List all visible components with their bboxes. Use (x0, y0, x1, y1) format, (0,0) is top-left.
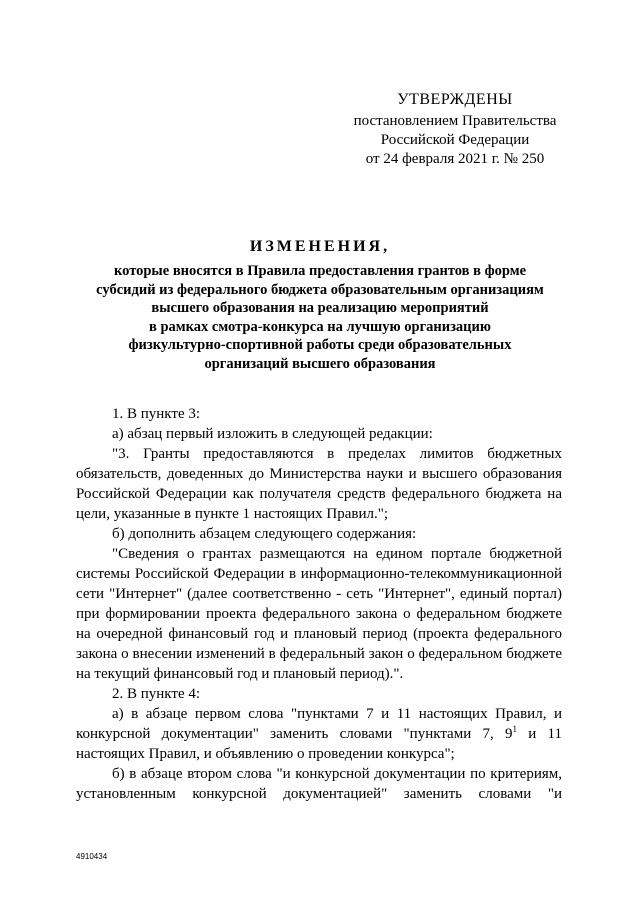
footer-code: 4910434 (76, 852, 108, 861)
subtitle-line: субсидий из федерального бюджета образовательным организациям (96, 281, 544, 298)
paragraph-item-2a (76, 704, 562, 764)
document-title: ИЗМЕНЕНИЯ, (249, 238, 391, 255)
paragraph-item-2b: б) в абзаце втором слова "и конкурсной документации по критериям, установленным конкурсной документацией" заменить словами "и (76, 766, 562, 802)
subtitle-line: которые вносятся в Правила предоставления грантов в форме (113, 263, 527, 279)
paragraph-item-1a: а) абзац первый изложить в следующей редакции: (112, 426, 433, 442)
approval-heading: УТВЕРЖДЕНЫ (397, 91, 513, 108)
document-subtitle (80, 262, 560, 373)
paragraph-item-1: 1. В пункте 3: (112, 406, 201, 422)
paragraph-item-2: 2. В пункте 4: (112, 686, 201, 702)
paragraph-quote-3: "3. Гранты предоставляются в пределах лимитов бюджетных обязательств, доведенных до Министерства науки и высшего образования Российской Федерации как получателя средств федерального бюджета на цели, указанные в пункте 1 настоящих Правил."; (76, 446, 562, 522)
approval-line-2: Российской Федерации (380, 132, 530, 148)
superscript: 1 (512, 724, 517, 734)
subtitle-line: организаций высшего образования (204, 355, 436, 372)
paragraph-text: и 11 настоящих Правил, и объявлению о проведении конкурса"; (76, 726, 562, 762)
subtitle-line: высшего образования на реализацию мероприятий (151, 300, 489, 316)
approval-line-3: от 24 февраля 2021 г. № 250 (365, 151, 545, 167)
approval-block (340, 90, 570, 169)
paragraph-quote-info: "Сведения о грантах размещаются на едином портале бюджетной системы Российской Федерации в информационно-телекоммуникационной сети "Интернет" (далее соответственно - сеть "Интернет", единый портал) при формировании проекта федерального закона о федеральном бюджете на очередной финансовый год и плановый период (проекта федерального закона о внесении изменений в федеральный закон о федеральном бюджете на текущий финансовый год и плановый период).". (76, 546, 562, 682)
paragraph-text: а) в абзаце первом слова "пунктами 7 и 11 настоящих Правил, и конкурсной документации" заменить словами "пунктами 7, 9 (76, 706, 562, 742)
approval-line-1: постановлением Правительства (353, 113, 557, 129)
subtitle-line: физкультурно-спортивной работы среди образовательных (128, 337, 512, 353)
document-body (76, 404, 562, 804)
paragraph-item-1b: б) дополнить абзацем следующего содержания: (112, 526, 417, 542)
subtitle-line: в рамках смотра-конкурса на лучшую организацию (149, 318, 491, 335)
